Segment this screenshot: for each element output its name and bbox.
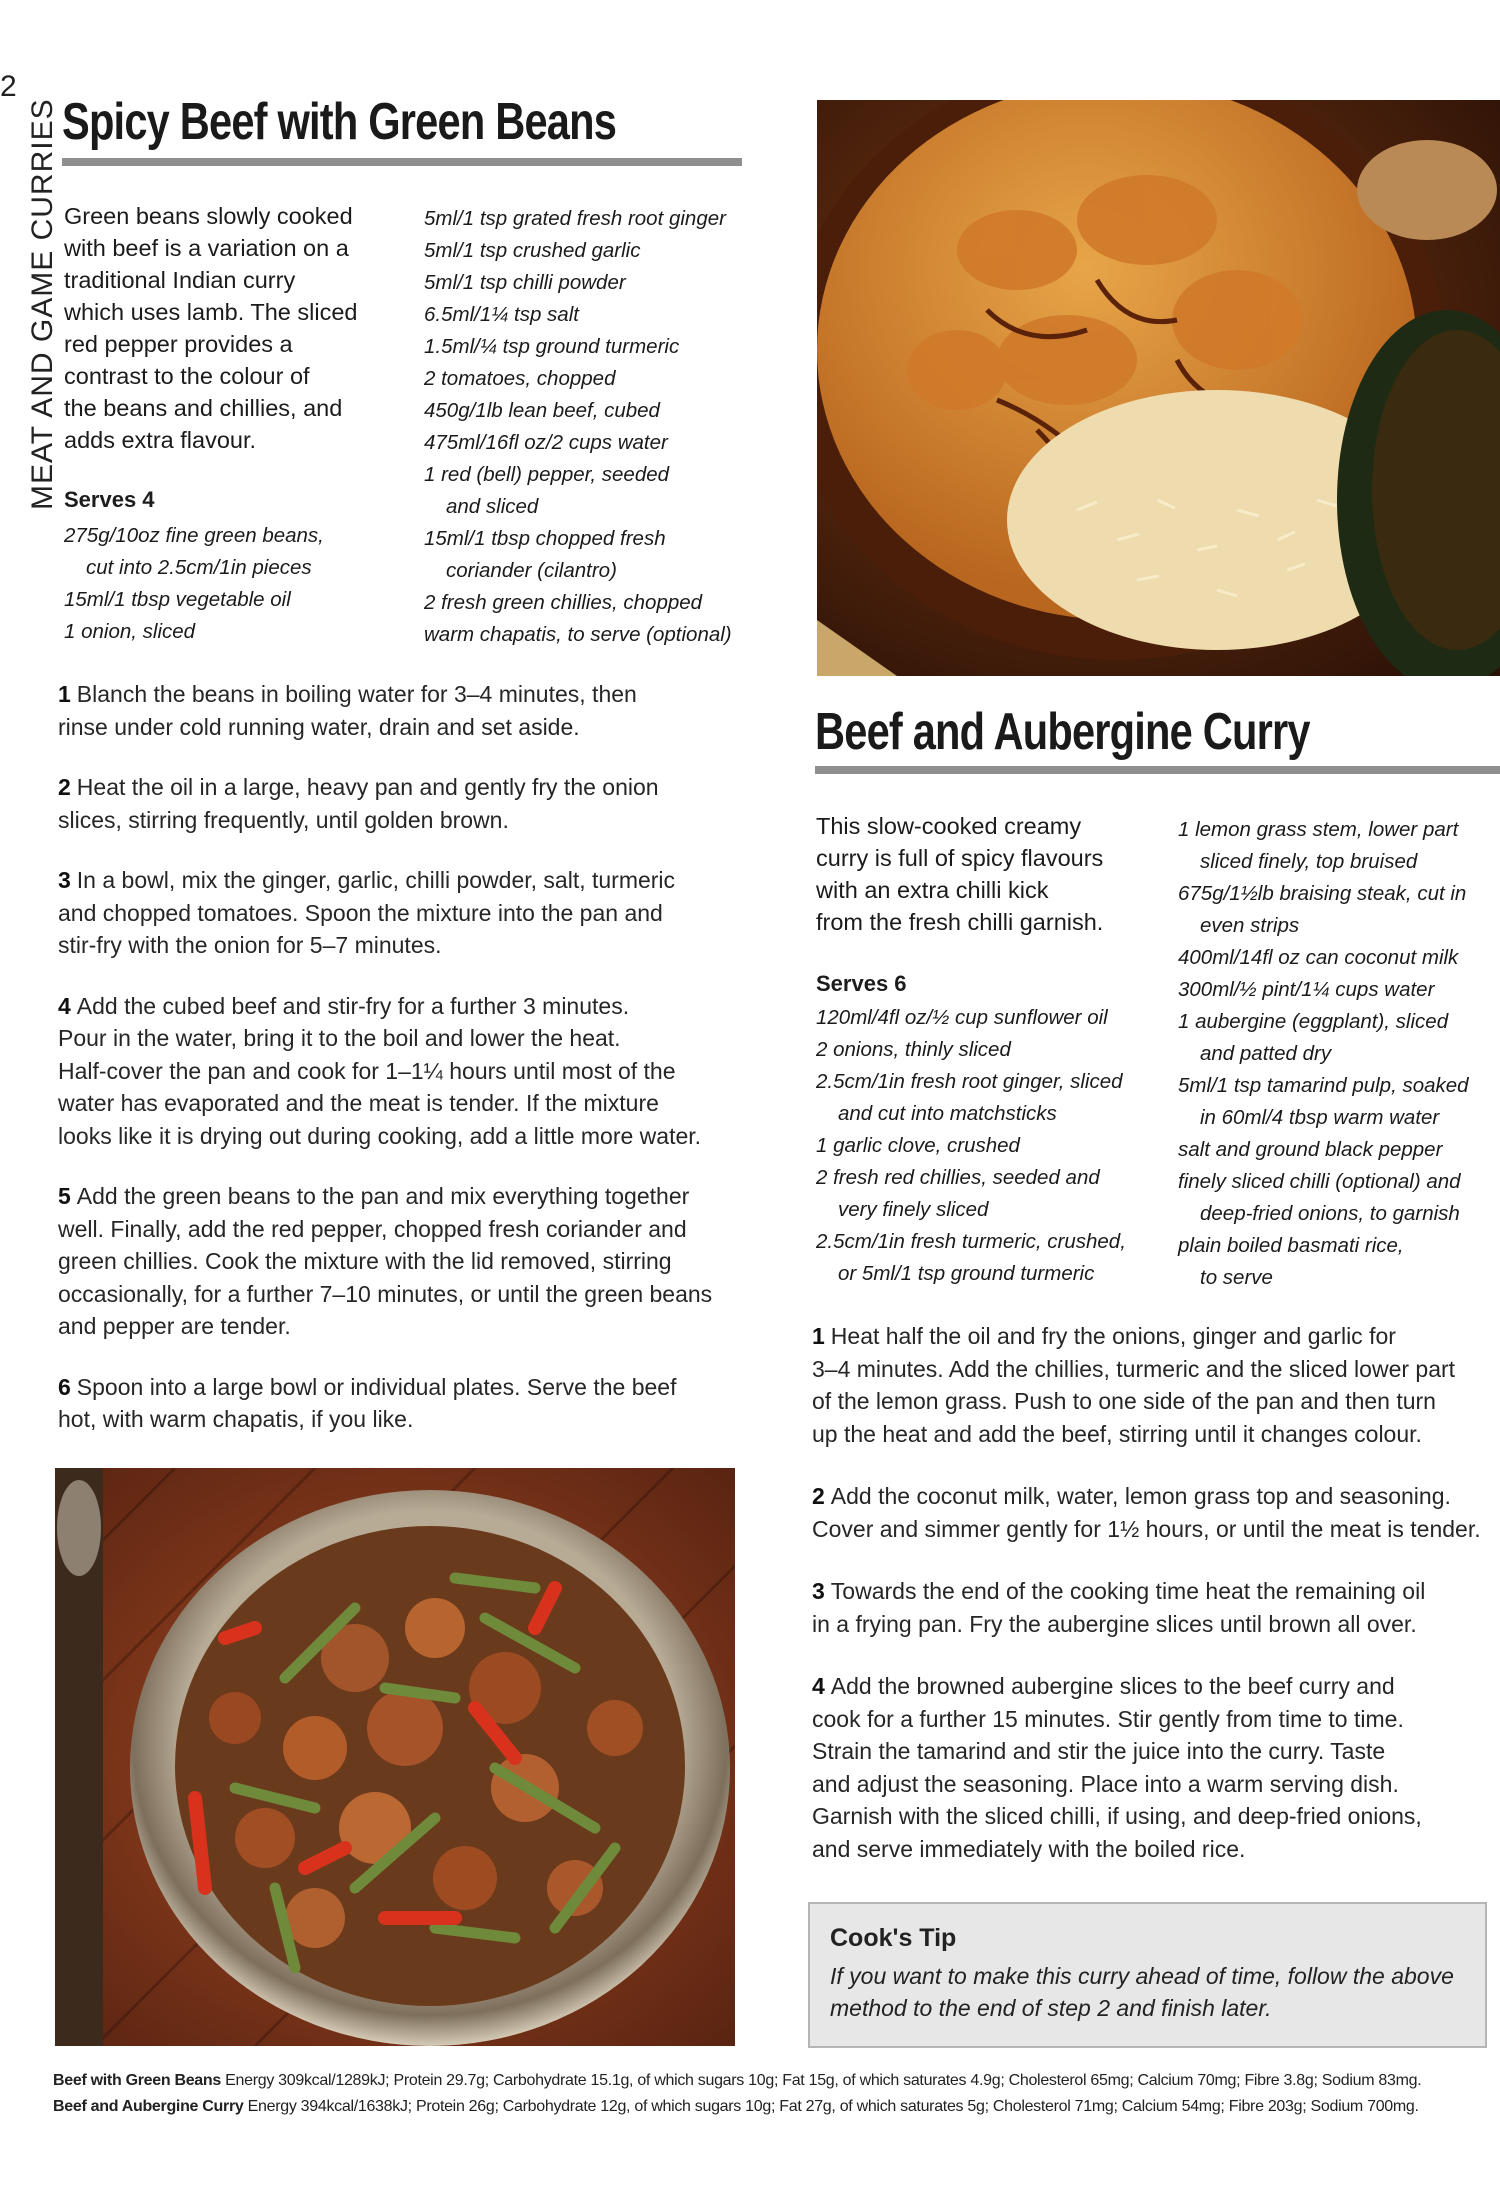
intro-line: the beans and chillies, and [64,395,343,421]
recipe1-ingredients-right [424,203,732,651]
step-number: 6 [58,1373,71,1400]
ingredient-line: 450g/1lb lean beef, cubed [424,399,660,422]
recipe1-title-rule [62,158,742,166]
nutrition-line: Beef and Aubergine Curry Energy 394kcal/1638kJ; Protein 26g; Carbohydrate 12g, of which sugars 10g; Fat 27g, of which saturates 5g; Cholesterol 71mg; Calcium 54mg; Fibre 203g; Sodium 700mg. [53,2098,1419,2115]
nutrition-recipe-name: Beef and Aubergine Curry [53,2098,248,2115]
ingredient-line: sliced finely, top bruised [1200,850,1418,873]
recipe2-ingredients-right [1178,814,1469,1294]
intro-line: This slow-cooked creamy [816,813,1082,839]
cooks-tip-line: method to the end of step 2 and finish later. [830,1995,1272,2021]
ingredient-line: 675g/1½lb braising steak, cut in [1178,882,1467,905]
step-number: 1 [58,681,71,707]
ingredient-line: to serve [1200,1266,1273,1289]
method-step: 1 Blanch the beans in boiling water for 3–4 minutes, then rinse under cold running water, drain and set aside. [58,681,637,740]
intro-line: which uses lamb. The sliced [64,299,358,325]
cooks-tip-heading: Cook's Tip [830,1924,957,1952]
recipe2-serves: Serves 6 [816,971,907,996]
ingredient-line: warm chapatis, to serve (optional) [424,623,732,646]
ingredient-line: 2.5cm/1in fresh turmeric, crushed, [816,1230,1126,1253]
ingredient-line: 2 fresh red chillies, seeded and [816,1166,1100,1189]
step-number: 2 [812,1483,825,1509]
recipe1-ingredients-left [64,520,324,648]
step-number: 5 [58,1183,71,1209]
ingredient-line: 15ml/1 tbsp chopped fresh [424,527,666,550]
method-step: 2 Add the coconut milk, water, lemon grass top and seasoning. Cover and simmer gently for 1½ hours, or until the meat is tender. [812,1483,1481,1542]
ingredient-line: 1 red (bell) pepper, seeded [424,463,670,486]
nutrition-recipe-name: Beef with Green Beans [53,2072,226,2089]
method-step: 4 Add the browned aubergine slices to the beef curry and cook for a further 15 minutes. Stir gently from time to time. Strain the tamarind and stir the juice into the curry. Taste and adjust the seasoning. Place into a warm serving dish. Garnish with the sliced chilli, if using, and deep-fried onions, and serve immediately with the boiled rice. [812,1673,1422,1862]
ingredient-line: 5ml/1 tsp grated fresh root ginger [424,207,726,230]
method-step: 2 Heat the oil in a large, heavy pan and gently fry the onion slices, stirring frequently, until golden brown. [58,774,659,833]
ingredient-line: 2 tomatoes, chopped [424,367,616,390]
ingredient-line: finely sliced chilli (optional) and [1178,1170,1461,1193]
intro-line: Green beans slowly cooked [64,203,353,229]
ingredient-line: plain boiled basmati rice, [1178,1234,1404,1257]
intro-line: adds extra flavour. [64,427,257,453]
ingredient-line: 2 onions, thinly sliced [816,1038,1011,1061]
recipe1-method [58,678,758,1464]
recipe1-title: Spicy Beef with Green Beans [62,93,617,151]
ingredient-line: and cut into matchsticks [838,1102,1057,1125]
intro-line: with an extra chilli kick [816,877,1049,903]
cooks-tip-text [830,1960,1454,2024]
step-number: 1 [812,1323,825,1349]
ingredient-line: coriander (cilantro) [446,559,617,582]
intro-line: red pepper provides a [64,331,293,357]
method-step: 4 Add the cubed beef and stir-fry for a further 3 minutes. Pour in the water, bring it to the boil and lower the heat. Half-cover the pan and cook for 1–1¼ hours until most of the water has evaporated and the meat is tender. If the mixture looks like it is drying out during cooking, add a little more water. [58,992,702,1149]
step-number: 3 [58,867,71,893]
ingredient-line: cut into 2.5cm/1in pieces [86,556,312,579]
ingredient-line: 300ml/½ pint/1¼ cups water [1178,978,1435,1001]
recipe1-serves: Serves 4 [64,487,155,512]
ingredient-line: salt and ground black pepper [1178,1138,1443,1161]
ingredient-line: 120ml/4fl oz/½ cup sunflower oil [816,1006,1108,1029]
recipe2-title: Beef and Aubergine Curry [815,703,1310,761]
ingredient-line: in 60ml/4 tbsp warm water [1200,1106,1440,1129]
chapter-tab-label: MEAT AND GAME CURRIES [26,98,59,510]
intro-line: with beef is a variation on a [64,235,349,261]
intro-line: curry is full of spicy flavours [816,845,1104,871]
ingredient-line: very finely sliced [838,1198,989,1221]
recipe1-intro [64,200,394,456]
ingredient-line: 475ml/16fl oz/2 cups water [424,431,668,454]
ingredient-line: 5ml/1 tsp tamarind pulp, soaked [1178,1074,1469,1097]
ingredient-line: 400ml/14fl oz can coconut milk [1178,946,1459,969]
ingredient-line: 6.5ml/1¼ tsp salt [424,303,579,326]
method-step: 1 Heat half the oil and fry the onions, ginger and garlic for 3–4 minutes. Add the chillies, turmeric and the sliced lower part of the lemon grass. Push to one side of the pan and then turn up the heat and add the beef, stirring until it changes colour. [812,1323,1456,1447]
nutrition-line: Beef with Green Beans Energy 309kcal/1289kJ; Protein 29.7g; Carbohydrate 15.1g, of which sugars 10g; Fat 15g, of which saturates 4.9g; Cholesterol 65mg; Calcium 70mg; Fibre 3.8g; Sodium 83mg. [53,2072,1422,2089]
ingredient-line: even strips [1200,914,1300,937]
step-number: 4 [58,992,71,1019]
recipe2-title-rule [815,766,1500,774]
method-step: 3 In a bowl, mix the ginger, garlic, chilli powder, salt, turmeric and chopped tomatoes. Spoon the mixture into the pan and stir-fry with the onion for 5–7 minutes. [58,867,676,958]
intro-line: contrast to the colour of [64,363,310,389]
ingredient-line: 5ml/1 tsp chilli powder [424,271,626,294]
intro-line: traditional Indian curry [64,267,296,293]
method-step: 3 Towards the end of the cooking time heat the remaining oil in a frying pan. Fry the aubergine slices until brown all over. [812,1578,1426,1637]
cooks-tip-line: If you want to make this curry ahead of time, follow the above [830,1963,1454,1989]
ingredient-line: deep-fried onions, to garnish [1200,1202,1460,1225]
ingredient-line: and sliced [446,495,539,518]
recipe2-method [812,1320,1500,1895]
intro-line: from the fresh chilli garnish. [816,909,1104,935]
step-number: 3 [812,1578,825,1604]
step-number: 4 [812,1673,825,1699]
ingredient-line: 1 garlic clove, crushed [816,1134,1020,1157]
ingredient-line: 1 lemon grass stem, lower part [1178,818,1459,841]
ingredient-line: 1 aubergine (eggplant), sliced [1178,1010,1449,1033]
ingredient-line: 275g/10oz fine green beans, [64,524,324,547]
page-number: 2 [0,70,17,103]
nutrition-info [53,2068,1421,2120]
step-number: 2 [58,774,71,800]
ingredient-line: 2 fresh green chillies, chopped [424,591,703,614]
method-step: 5 Add the green beans to the pan and mix everything together well. Finally, add the red pepper, chopped fresh coriander and green chillies. Cook the mixture with the lid removed, stirring occasionally, for a further 7–10 minutes, or until the green beans and pepper are tender. [58,1183,713,1339]
ingredient-line: 15ml/1 tbsp vegetable oil [64,588,291,611]
recipe2-intro [816,810,1156,938]
method-step: 6 Spoon into a large bowl or individual plates. Serve the beef hot, with warm chapatis, if you like. [58,1373,677,1432]
ingredient-line: 5ml/1 tsp crushed garlic [424,239,641,262]
photo-beef-aubergine-curry [817,100,1500,676]
ingredient-line: 1.5ml/¼ tsp ground turmeric [424,335,680,358]
ingredient-line: or 5ml/1 tsp ground turmeric [838,1262,1095,1285]
recipe2-ingredients-left [816,1002,1126,1290]
ingredient-line: and patted dry [1200,1042,1332,1065]
photo-beef-green-beans [55,1468,735,2046]
ingredient-line: 2.5cm/1in fresh root ginger, sliced [816,1070,1123,1093]
cooks-tip-box [808,1902,1487,2048]
ingredient-line: 1 onion, sliced [64,620,196,643]
